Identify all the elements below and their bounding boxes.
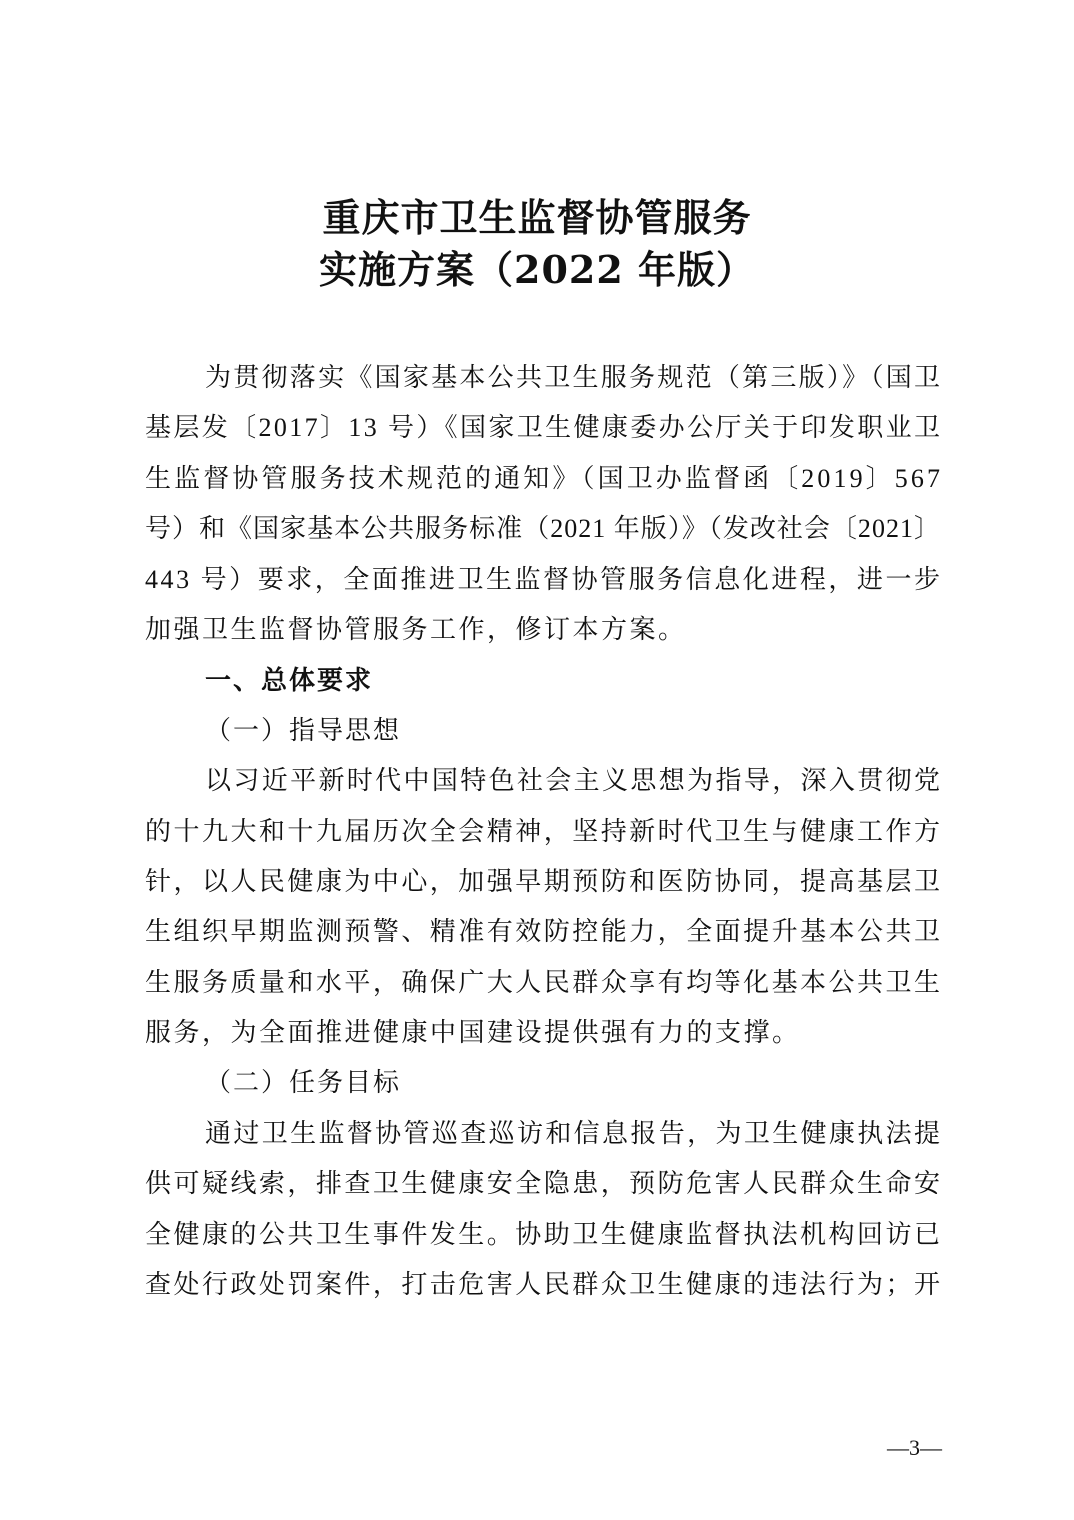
- line-text: 为贯彻落实《国家基本公共卫生服务规范（第三版）》（国卫: [205, 363, 943, 392]
- line-text: 加强卫生监督协管服务工作，修订本方案。: [145, 614, 687, 644]
- paragraph-line: [145, 605, 940, 655]
- line-text: 的十九大和十九届历次全会精神，坚持新时代卫生与健康工作方: [145, 816, 943, 846]
- document-body: [145, 353, 944, 1310]
- paragraph-line: [145, 756, 943, 806]
- line-text: 以习近平新时代中国特色社会主义思想为指导，深入贯彻党: [205, 766, 943, 796]
- line-text: 443 号）要求，全面推进卫生监督协管服务信息化进程，进一步: [145, 564, 943, 594]
- line-text: 针，以人民健康为中心，加强早期预防和医防协同，提高基层卫: [145, 866, 943, 896]
- paragraph-line: [145, 1260, 943, 1310]
- section-heading: [145, 655, 940, 705]
- paragraph-line: [145, 504, 940, 554]
- subsection-heading-text: （二）任务目标: [205, 1068, 402, 1098]
- line-text: 生监督协管服务技术规范的通知》（国卫办监督函〔2019〕567: [145, 463, 944, 493]
- paragraph-line: [145, 555, 943, 605]
- page-number: —3—: [887, 1435, 942, 1460]
- line-text: 全健康的公共卫生事件发生。协助卫生健康监督执法机构回访已: [145, 1219, 943, 1249]
- paragraph-line: [145, 1008, 940, 1058]
- paragraph-line: [145, 857, 943, 907]
- subsection-heading-text: （一）指导思想: [205, 715, 402, 745]
- paragraph-line: [145, 353, 943, 403]
- paragraph-line: [145, 454, 944, 504]
- subsection-heading: [145, 1058, 940, 1108]
- document-title-line-2: 实施方案（2022 年版）: [319, 247, 755, 292]
- paragraph-line: [145, 1109, 943, 1159]
- line-text: 供可疑线索，排查卫生健康安全隐患，预防危害人民群众生命安: [145, 1169, 943, 1199]
- line-text: 号）和《国家基本公共服务标准（2021 年版）》（发改社会〔2021〕: [145, 514, 941, 544]
- document-title: [0, 192, 1074, 296]
- paragraph-line: [145, 1210, 943, 1260]
- line-text: 服务，为全面推进健康中国建设提供强有力的支撑。: [145, 1018, 801, 1048]
- guiding-ideology-paragraph: [145, 756, 943, 1058]
- line-text: 基层发〔2017〕13 号）《国家卫生健康委办公厅关于印发职业卫: [145, 413, 943, 443]
- subsection-heading: [145, 706, 940, 756]
- document-title-line-1: 重庆市卫生监督协管服务: [322, 195, 752, 240]
- task-objectives-paragraph: [145, 1109, 943, 1311]
- line-text: 查处行政处罚案件，打击危害人民群众卫生健康的违法行为；开: [145, 1270, 943, 1300]
- intro-paragraph: [145, 353, 944, 655]
- line-text: 生组织早期监测预警、精准有效防控能力，全面提升基本公共卫: [145, 917, 943, 947]
- line-text: 生服务质量和水平，确保广大人民群众享有均等化基本公共卫生: [145, 967, 943, 997]
- paragraph-line: [145, 403, 943, 453]
- paragraph-line: [145, 907, 943, 957]
- line-text: 通过卫生监督协管巡查巡访和信息报告，为卫生健康执法提: [205, 1118, 943, 1148]
- section-heading-text: 一、总体要求: [205, 665, 374, 696]
- paragraph-line: [145, 1159, 943, 1209]
- paragraph-line: [145, 958, 943, 1008]
- paragraph-line: [145, 807, 943, 857]
